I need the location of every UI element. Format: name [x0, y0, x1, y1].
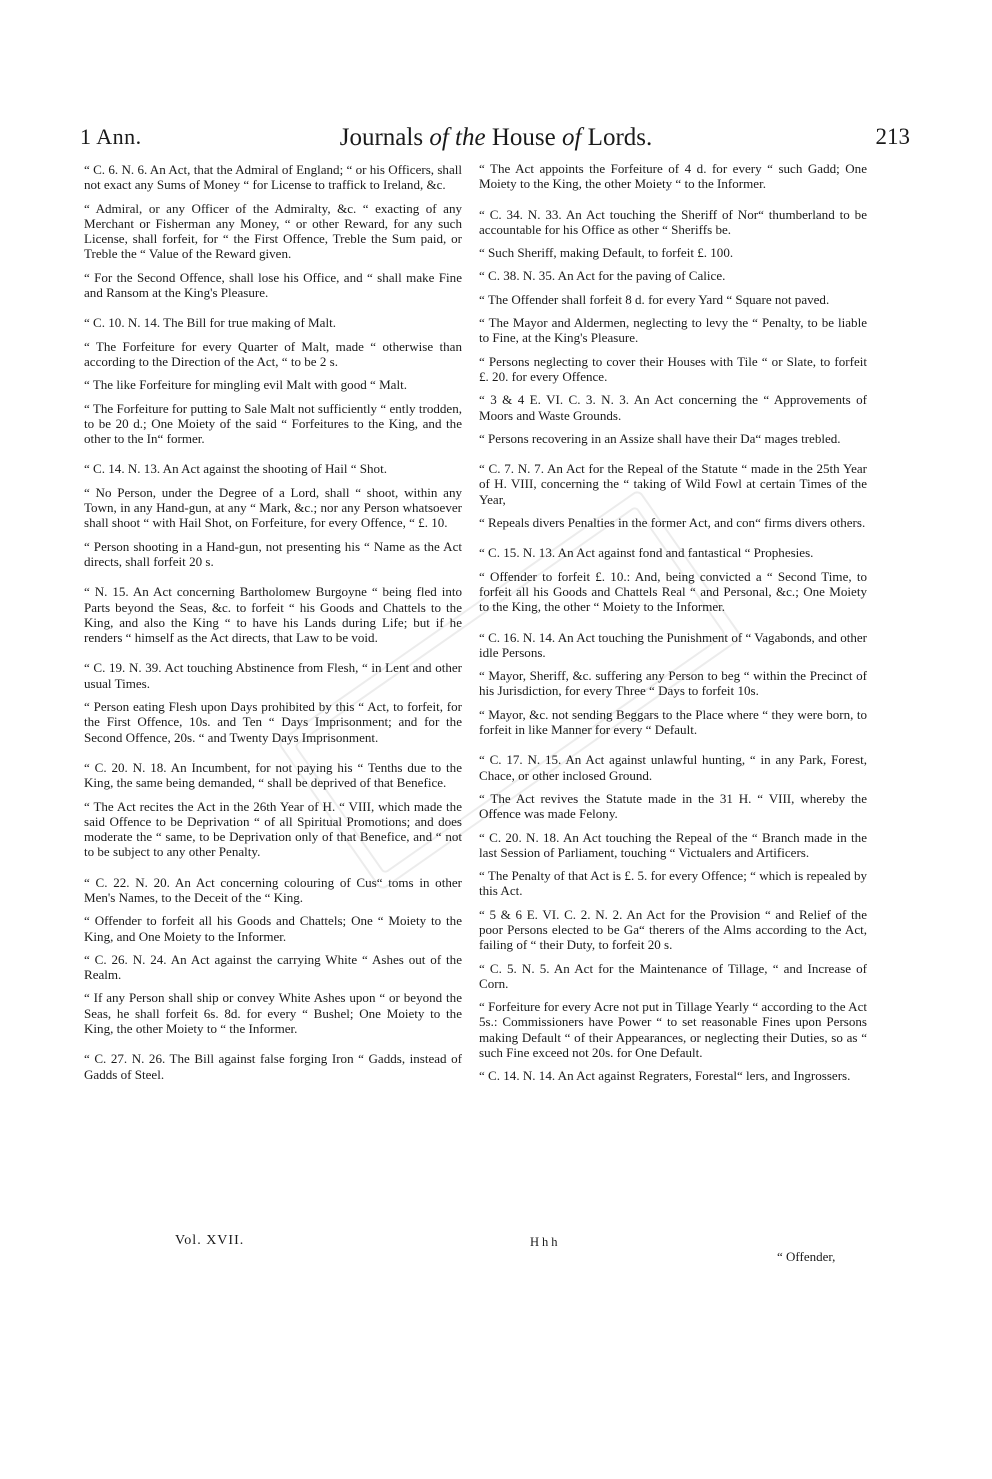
- signature-mark: Hhh: [530, 1235, 561, 1249]
- right-paragraph: “ The Penalty of that Act is £. 5. for every Offence; “ which is repealed by this Act.: [479, 868, 867, 899]
- left-paragraph: “ C. 20. N. 18. An Incumbent, for not paying his “ Tenths due to the King, the same being demanded, “ shall be deprived of that Benefice.: [84, 759, 462, 791]
- right-paragraph: “ The Mayor and Aldermen, neglecting to levy the “ Penalty, to be liable to Fine, at the King's Pleasure.: [479, 315, 867, 346]
- right-paragraph: “ C. 5. N. 5. An Act for the Maintenance of Tillage, “ and Increase of Corn.: [479, 960, 867, 991]
- left-paragraph: “ The Forfeiture for every Quarter of Malt, made “ otherwise than according to the Direction of the Act, “ to be 2 s.: [84, 338, 462, 369]
- right-column: [479, 161, 867, 1092]
- title-part-of-the: of the: [429, 124, 486, 151]
- right-paragraph: “ C. 14. N. 14. An Act against Regraters, Forestal“ lers, and Ingrossers.: [479, 1068, 851, 1084]
- right-paragraph: “ Such Sheriff, making Default, to forfeit £. 100.: [479, 245, 734, 261]
- left-paragraph: “ If any Person shall ship or convey White Ashes upon “ or beyond the Seas, he shall forfeit 6s. 8d. for every “ Bushel; One Moiety to the King, the other Moiety to “ the Informer.: [84, 990, 462, 1037]
- right-paragraph: “ C. 34. N. 33. An Act touching the Sheriff of Nor“ thumberland to be accountable for his Office as other “ Sheriffs be.: [479, 206, 867, 237]
- right-paragraph: “ 5 & 6 E. VI. C. 2. N. 2. An Act for the Provision “ and Relief of the poor Persons elected to be Ga“ therers of the Alms according to the Act, failing of “ their Duty, to forfeit 20 s.: [479, 906, 867, 953]
- left-paragraph: “ C. 19. N. 39. Act touching Abstinence from Flesh, “ in Lent and other usual Times.: [84, 660, 462, 691]
- right-paragraph: “ C. 7. N. 7. An Act for the Repeal of the Statute “ made in the 25th Year of H. VIII, concerning the “ taking of Wild Fowl at certain Times of the Year,: [479, 461, 867, 507]
- right-paragraph: “ C. 20. N. 18. An Act touching the Repeal of the “ Branch made in the last Session of Parliament, touching “ Victualers and Artificers.: [479, 829, 867, 860]
- left-paragraph: “ Offender to forfeit all his Goods and Chattels; One “ Moiety to the King, and One Moiety to the Informer.: [84, 913, 462, 944]
- left-paragraph: “ C. 10. N. 14. The Bill for true making of Malt.: [84, 315, 336, 331]
- left-paragraph: “ The Act recites the Act in the 26th Year of H. “ VIII, which made the said Offence to be Deprivation “ of all Spiritual Promotions; and does moderate the “ same, to be Deprivation only of that Benefice, and “ not to be subject to any other Penalty.: [84, 798, 462, 860]
- right-paragraph: “ Repeals divers Penalties in the former Act, and con“ firms divers others.: [479, 515, 866, 531]
- left-paragraph: “ For the Second Offence, shall lose his Office, and “ shall make Fine and Ransom at the King's Pleasure.: [84, 269, 462, 301]
- left-paragraph: “ C. 6. N. 6. An Act, that the Admiral of England; “ or his Officers, shall not exact any Sums of Money “ for License to traffick to Ireland, &c.: [84, 162, 462, 193]
- left-paragraph: “ Admiral, or any Officer of the Admiralty, &c. “ exacting of any Merchant or Fisherman any Money, “ or other Reward, for any such License, shall forfeit, for “ the First Offence, Treble the Sum paid, or Treble the “ Value of the Reward given.: [84, 200, 462, 262]
- right-paragraph: “ The Offender shall forfeit 8 d. for every Yard “ Square not paved.: [479, 291, 830, 307]
- left-paragraph: “ Person eating Flesh upon Days prohibited by this “ Act, to forfeit, for the First Offence, 10s. and Ten “ Days Imprisonment; and for the Second Offence, 20s. “ and Twenty Days Imprisonment.: [84, 699, 462, 745]
- left-paragraph: “ C. 14. N. 13. An Act against the shooting of Hail “ Shot.: [84, 461, 387, 477]
- right-paragraph: “ Mayor, &c. not sending Beggars to the Place where “ they were born, to forfeit in like Manner for every “ Default.: [479, 706, 867, 738]
- right-paragraph: “ Offender to forfeit £. 10.: And, being convicted a “ Second Time, to forfeit all his Goods and Chattels Real “ and Personal, &c.; One Moiety to the King, the other “ Moiety to the Informer.: [479, 568, 867, 615]
- right-paragraph: “ Persons recovering in an Assize shall have their Da“ mages trebled.: [479, 430, 841, 446]
- left-column: [84, 162, 462, 1090]
- right-paragraph: “ Persons neglecting to cover their Houses with Tile “ or Slate, to forfeit £. 20. for every Offence.: [479, 353, 867, 384]
- right-paragraph: “ 3 & 4 E. VI. C. 3. N. 3. An Act concerning the “ Approvements of Moors and Waste Grounds.: [479, 392, 867, 423]
- left-paragraph: “ The Forfeiture for putting to Sale Malt not sufficiently “ ently trodden, to be 20 d.; One Moiety of the said “ Forfeitures to the King, and the other to the In“ former.: [84, 400, 462, 447]
- left-paragraph: “ No Person, under the Degree of a Lord, shall “ shoot, within any Town, in any Hand-gun, at any “ Mark, &c.; nor any Person whatsoever shall shoot “ with Hail Shot, on Forfeiture, for every Offence, “ £. 10.: [84, 484, 462, 531]
- session-label: 1 Ann.: [80, 124, 142, 149]
- title-part-house: House: [485, 124, 562, 151]
- volume-label: Vol. XVII.: [175, 1233, 245, 1248]
- page-header: [0, 124, 992, 164]
- running-title: [0, 124, 992, 152]
- right-paragraph: “ C. 16. N. 14. An Act touching the Punishment of “ Vagabonds, and other idle Persons.: [479, 629, 867, 660]
- left-paragraph: “ C. 22. N. 20. An Act concerning colouring of Cus“ toms in other Men's Names, to the Deceit of the “ King.: [84, 874, 462, 905]
- right-paragraph: “ Mayor, Sheriff, &c. suffering any Person to beg “ within the Precinct of his Jurisdiction, for every Three “ Days to forfeit 10s.: [479, 668, 867, 699]
- page-number: 213: [875, 124, 910, 149]
- right-paragraph: “ The Act revives the Statute made in the 31 H. “ VIII, whereby the Offence was made Felony.: [479, 790, 867, 822]
- right-paragraph: “ C. 17. N. 15. An Act against unlawful hunting, “ in any Park, Forest, Chace, or other inclosed Ground.: [479, 752, 867, 783]
- right-paragraph: “ Forfeiture for every Acre not put in Tillage Yearly “ according to the Act 5s.: Commissioners have Power “ to set reasonable Fines upon Persons making Default “ of their Appearances, or neglecting their Duties, so as “ such Fine exceed not 20s. for One Default.: [479, 999, 867, 1061]
- title-part-journals: Journals: [339, 124, 430, 151]
- left-paragraph: “ Person shooting in a Hand-gun, not presenting his “ Name as the Act directs, shall forfeit 20 s.: [84, 538, 462, 569]
- right-paragraph: “ C. 38. N. 35. An Act for the paving of Calice.: [479, 268, 726, 284]
- title-part-lords: Lords.: [581, 124, 653, 151]
- left-paragraph: “ N. 15. An Act concerning Bartholomew Burgoyne “ being fled into Parts beyond the Seas, &c. to forfeit “ his Goods and Chattels to the King, and also the King “ to have his Lands during Life; but if he renders “ himself as the Act directs, that Law to be void.: [84, 584, 462, 646]
- left-paragraph: “ C. 27. N. 26. The Bill against false forging Iron “ Gadds, instead of Gadds of Steel.: [84, 1051, 462, 1082]
- right-paragraph: “ The Act appoints the Forfeiture of 4 d. for every “ such Gadd; One Moiety to the King, the other Moiety “ to the Informer.: [479, 161, 867, 192]
- left-paragraph: “ C. 26. N. 24. An Act against the carrying White “ Ashes out of the Realm.: [84, 951, 462, 983]
- title-part-of: of: [561, 124, 582, 151]
- left-paragraph: “ The like Forfeiture for mingling evil Malt with good “ Malt.: [84, 377, 407, 393]
- right-paragraph: “ C. 15. N. 13. An Act against fond and fantastical “ Prophesies.: [479, 545, 814, 561]
- catchword: “ Offender,: [777, 1249, 836, 1264]
